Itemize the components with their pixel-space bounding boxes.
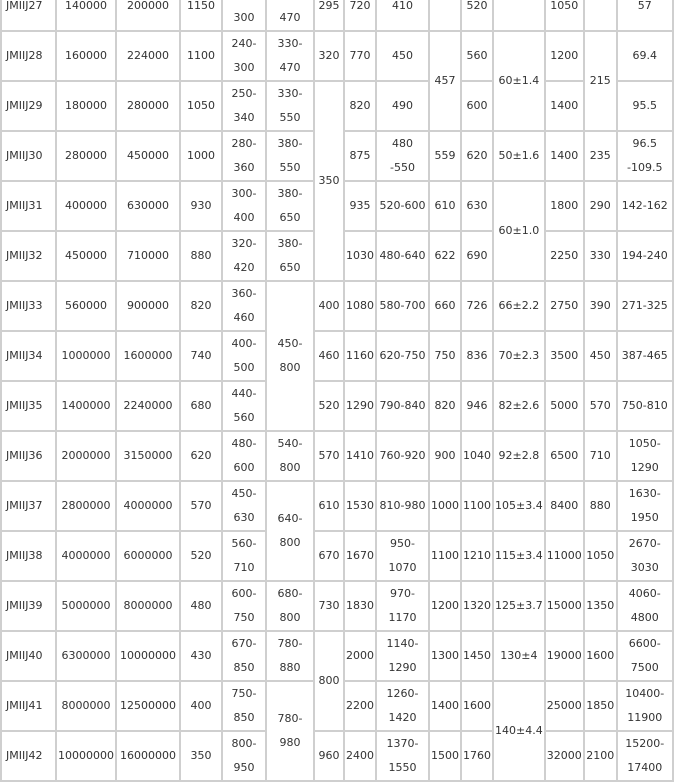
table-cell: 450 [376, 31, 429, 81]
model-cell: JMIIJ33 [1, 281, 56, 331]
table-row [1, 431, 673, 481]
table-cell: 2250 [545, 231, 584, 281]
table-cell: 450- 630 [222, 481, 266, 531]
table-cell: 4060- 4800 [617, 581, 673, 631]
table-cell: 480-640 [376, 231, 429, 281]
table-cell [429, 0, 461, 31]
table-cell: 480- 600 [222, 431, 266, 481]
table-cell: 1760 [461, 731, 493, 781]
table-cell: 836 [461, 331, 493, 381]
table-row [1, 631, 673, 681]
table-cell: 820 [180, 281, 222, 331]
table-cell: 400- 500 [222, 331, 266, 381]
table-cell: 457 [429, 31, 461, 131]
table-cell: 10000000 [56, 731, 116, 781]
model-cell: JMIIJ39 [1, 581, 56, 631]
table-cell: 115±3.4 [493, 531, 545, 581]
table-cell: 2750 [545, 281, 584, 331]
model-cell: JMIIJ30 [1, 131, 56, 181]
table-cell: 125±3.7 [493, 581, 545, 631]
table-cell: 640- 800 [266, 481, 314, 581]
table-cell: 400 [180, 681, 222, 731]
table-cell: 300 [222, 0, 266, 31]
table-cell: 5000000 [56, 581, 116, 631]
table-cell: 380-650 [266, 181, 314, 231]
table-cell: 470 [266, 0, 314, 31]
table-cell: 15200- 17400 [617, 731, 673, 781]
table-cell: 935 [344, 181, 376, 231]
table-cell: 600 [461, 81, 493, 131]
table-cell: 1140- 1290 [376, 631, 429, 681]
model-cell: JMIIJ40 [1, 631, 56, 681]
table-cell: 730 [314, 581, 344, 631]
table-row [1, 31, 673, 81]
table-cell: 1200 [545, 31, 584, 81]
table-cell: 69.4 [617, 31, 673, 81]
table-cell: 950- 1070 [376, 531, 429, 581]
table-cell: 57 [617, 0, 673, 31]
table-cell: 32000 [545, 731, 584, 781]
table-cell: 450- 800 [266, 281, 314, 431]
model-cell: JMIIJ36 [1, 431, 56, 481]
table-cell: 1300 [429, 631, 461, 681]
table-cell: 750-810 [617, 381, 673, 431]
table-cell: 770 [344, 31, 376, 81]
table-cell: 140000 [56, 0, 116, 31]
table-cell: 560- 710 [222, 531, 266, 581]
table-cell: 560000 [56, 281, 116, 331]
table-cell: 900000 [116, 281, 180, 331]
model-cell: JMIIJ32 [1, 231, 56, 281]
table-cell [584, 0, 617, 31]
table-cell: 570 [584, 381, 617, 431]
table-cell: 710000 [116, 231, 180, 281]
table-cell: 1530 [344, 481, 376, 531]
model-cell: JMIIJ34 [1, 331, 56, 381]
table-cell: 19000 [545, 631, 584, 681]
table-cell: 1830 [344, 581, 376, 631]
table-row [1, 0, 673, 31]
table-cell: 387-465 [617, 331, 673, 381]
table-cell: 194-240 [617, 231, 673, 281]
table-cell: 400000 [56, 181, 116, 231]
table-cell: 105±3.4 [493, 481, 545, 531]
table-cell: 630000 [116, 181, 180, 231]
table-cell: 1290 [344, 381, 376, 431]
model-cell: JMIIJ31 [1, 181, 56, 231]
table-cell: 380-550 [266, 131, 314, 181]
table-cell: 390 [584, 281, 617, 331]
table-cell: 290 [584, 181, 617, 231]
table-row [1, 81, 673, 131]
table-cell: 2240000 [116, 381, 180, 431]
model-cell: JMIIJ29 [1, 81, 56, 131]
model-cell: JMIIJ42 [1, 731, 56, 781]
table-cell: 880 [584, 481, 617, 531]
table-cell: 720 [344, 0, 376, 31]
table-cell: 680 [180, 381, 222, 431]
table-cell: 70±2.3 [493, 331, 545, 381]
table-cell: 490 [376, 81, 429, 131]
table-cell: 726 [461, 281, 493, 331]
table-cell: 400 [314, 281, 344, 331]
table-cell: 1050 [545, 0, 584, 31]
table-cell: 520-600 [376, 181, 429, 231]
table-cell: 142-162 [617, 181, 673, 231]
table-cell: 295 [314, 0, 344, 31]
table-cell: 1600000 [116, 331, 180, 381]
table-cell: 10000000 [116, 631, 180, 681]
table-cell: 620 [461, 131, 493, 181]
table-cell: 610 [314, 481, 344, 531]
table-cell: 330-470 [266, 31, 314, 81]
table-cell: 240- 300 [222, 31, 266, 81]
table-cell: 930 [180, 181, 222, 231]
table-cell: 430 [180, 631, 222, 681]
table-cell: 2200 [344, 681, 376, 731]
table-cell: 1200 [429, 581, 461, 631]
table-cell: 1630- 1950 [617, 481, 673, 531]
table-cell: 60±1.4 [493, 31, 545, 131]
table-cell: 580-700 [376, 281, 429, 331]
model-cell: JMIIJ28 [1, 31, 56, 81]
table-cell: 600- 750 [222, 581, 266, 631]
table-cell: 680-800 [266, 581, 314, 631]
table-cell: 540-800 [266, 431, 314, 481]
table-cell: 670- 850 [222, 631, 266, 681]
table-cell: 760-920 [376, 431, 429, 481]
table-cell: 280000 [116, 81, 180, 131]
table-row [1, 581, 673, 631]
table-cell: 1000000 [56, 331, 116, 381]
table-cell: 800- 950 [222, 731, 266, 781]
table-row [1, 731, 673, 781]
table-cell: 130±4 [493, 631, 545, 681]
table-cell: 330-550 [266, 81, 314, 131]
table-cell: 1400 [545, 131, 584, 181]
table-cell: 520 [314, 381, 344, 431]
table-cell: 480 [180, 581, 222, 631]
table-cell: 5000 [545, 381, 584, 431]
table-cell: 4000000 [116, 481, 180, 531]
table-row [1, 331, 673, 381]
table-cell: 620 [180, 431, 222, 481]
table-cell: 25000 [545, 681, 584, 731]
model-cell: JMIIJ38 [1, 531, 56, 581]
table-cell: 960 [314, 731, 344, 781]
table-row [1, 381, 673, 431]
table-cell: 350 [314, 81, 344, 281]
table-cell: 360- 460 [222, 281, 266, 331]
table-cell: 140±4.4 [493, 681, 545, 781]
table-cell: 660 [429, 281, 461, 331]
table-cell: 380-650 [266, 231, 314, 281]
table-cell: 16000000 [116, 731, 180, 781]
table-cell: 1500 [429, 731, 461, 781]
table-cell: 300- 400 [222, 181, 266, 231]
table-cell: 8000000 [116, 581, 180, 631]
table-cell: 200000 [116, 0, 180, 31]
table-cell: 1050- 1290 [617, 431, 673, 481]
table-cell: 1210 [461, 531, 493, 581]
table-cell: 1050 [180, 81, 222, 131]
table-cell: 520 [461, 0, 493, 31]
table-cell: 570 [314, 431, 344, 481]
table-cell: 880 [180, 231, 222, 281]
table-cell: 271-325 [617, 281, 673, 331]
table-cell: 235 [584, 131, 617, 181]
table-cell: 250- 340 [222, 81, 266, 131]
table-cell: 1260- 1420 [376, 681, 429, 731]
table-cell: 10400- 11900 [617, 681, 673, 731]
table-cell: 280- 360 [222, 131, 266, 181]
table-cell: 330 [584, 231, 617, 281]
table-cell: 1450 [461, 631, 493, 681]
model-cell: JMIIJ35 [1, 381, 56, 431]
table-cell [493, 0, 545, 31]
table-cell: 12500000 [116, 681, 180, 731]
table-cell: 710 [584, 431, 617, 481]
table-cell: 180000 [56, 81, 116, 131]
table-cell: 610 [429, 181, 461, 231]
table-cell: 96.5 -109.5 [617, 131, 673, 181]
table-cell: 670 [314, 531, 344, 581]
table-cell: 224000 [116, 31, 180, 81]
table-cell: 60±1.0 [493, 181, 545, 281]
table-cell: 11000 [545, 531, 584, 581]
table-cell: 820 [344, 81, 376, 131]
table-cell: 6000000 [116, 531, 180, 581]
table-row [1, 481, 673, 531]
table-cell: 82±2.6 [493, 381, 545, 431]
table-cell: 800 [314, 631, 344, 731]
table-cell: 6500 [545, 431, 584, 481]
table-row [1, 281, 673, 331]
table-cell: 1600 [584, 631, 617, 681]
table-cell: 450000 [56, 231, 116, 281]
table-cell: 1400000 [56, 381, 116, 431]
table-cell: 320 [314, 31, 344, 81]
table-cell: 450000 [116, 131, 180, 181]
table-row [1, 531, 673, 581]
table-cell: 740 [180, 331, 222, 381]
table-cell: 1100 [461, 481, 493, 531]
table-cell: 160000 [56, 31, 116, 81]
table-cell: 1040 [461, 431, 493, 481]
table-cell: 900 [429, 431, 461, 481]
table-cell: 6300000 [56, 631, 116, 681]
table-cell: 8000000 [56, 681, 116, 731]
table-cell: 4000000 [56, 531, 116, 581]
table-cell: 790-840 [376, 381, 429, 431]
table-cell: 630 [461, 181, 493, 231]
table-cell: 2800000 [56, 481, 116, 531]
table-cell: 320- 420 [222, 231, 266, 281]
table-cell: 1150 [180, 0, 222, 31]
table-cell: 1050 [584, 531, 617, 581]
table-cell: 970- 1170 [376, 581, 429, 631]
table-cell: 780-880 [266, 631, 314, 681]
table-cell: 1400 [429, 681, 461, 731]
table-cell: 1370- 1550 [376, 731, 429, 781]
model-cell: JMIIJ41 [1, 681, 56, 731]
table-cell: 15000 [545, 581, 584, 631]
table-cell: 1100 [180, 31, 222, 81]
model-cell: JMIIJ37 [1, 481, 56, 531]
model-cell: JMIIJ27 [1, 0, 56, 31]
table-cell: 875 [344, 131, 376, 181]
table-cell: 3150000 [116, 431, 180, 481]
table-cell: 480 -550 [376, 131, 429, 181]
table-cell: 350 [180, 731, 222, 781]
table-cell: 1000 [429, 481, 461, 531]
table-cell: 559 [429, 131, 461, 181]
table-cell: 3500 [545, 331, 584, 381]
table-cell: 1320 [461, 581, 493, 631]
table-cell: 450 [584, 331, 617, 381]
table-cell: 750- 850 [222, 681, 266, 731]
table-cell: 1000 [180, 131, 222, 181]
table-cell: 8400 [545, 481, 584, 531]
table-cell: 620-750 [376, 331, 429, 381]
table-cell: 560 [461, 31, 493, 81]
table-cell: 1670 [344, 531, 376, 581]
table-cell: 6600- 7500 [617, 631, 673, 681]
table-cell: 820 [429, 381, 461, 431]
table-cell: 2400 [344, 731, 376, 781]
table-cell: 50±1.6 [493, 131, 545, 181]
table-cell: 410 [376, 0, 429, 31]
table-cell: 1800 [545, 181, 584, 231]
table-cell: 2670- 3030 [617, 531, 673, 581]
table-cell: 92±2.8 [493, 431, 545, 481]
table-cell: 1350 [584, 581, 617, 631]
table-cell: 570 [180, 481, 222, 531]
table-cell: 750 [429, 331, 461, 381]
table-cell: 95.5 [617, 81, 673, 131]
table-cell: 690 [461, 231, 493, 281]
table-cell: 780- 980 [266, 681, 314, 781]
table-cell: 1410 [344, 431, 376, 481]
table-cell: 215 [584, 31, 617, 131]
table-cell: 946 [461, 381, 493, 431]
table-cell: 1160 [344, 331, 376, 381]
table-cell: 1600 [461, 681, 493, 731]
table-cell: 66±2.2 [493, 281, 545, 331]
table-cell: 1080 [344, 281, 376, 331]
table-cell: 622 [429, 231, 461, 281]
table-cell: 440- 560 [222, 381, 266, 431]
table-cell: 460 [314, 331, 344, 381]
table-cell: 810-980 [376, 481, 429, 531]
table-cell: 1400 [545, 81, 584, 131]
table-cell: 2000 [344, 631, 376, 681]
table-cell: 1100 [429, 531, 461, 581]
table-cell: 520 [180, 531, 222, 581]
table-cell: 280000 [56, 131, 116, 181]
table-cell: 2000000 [56, 431, 116, 481]
table-cell: 1030 [344, 231, 376, 281]
table-cell: 1850 [584, 681, 617, 731]
table-cell: 2100 [584, 731, 617, 781]
